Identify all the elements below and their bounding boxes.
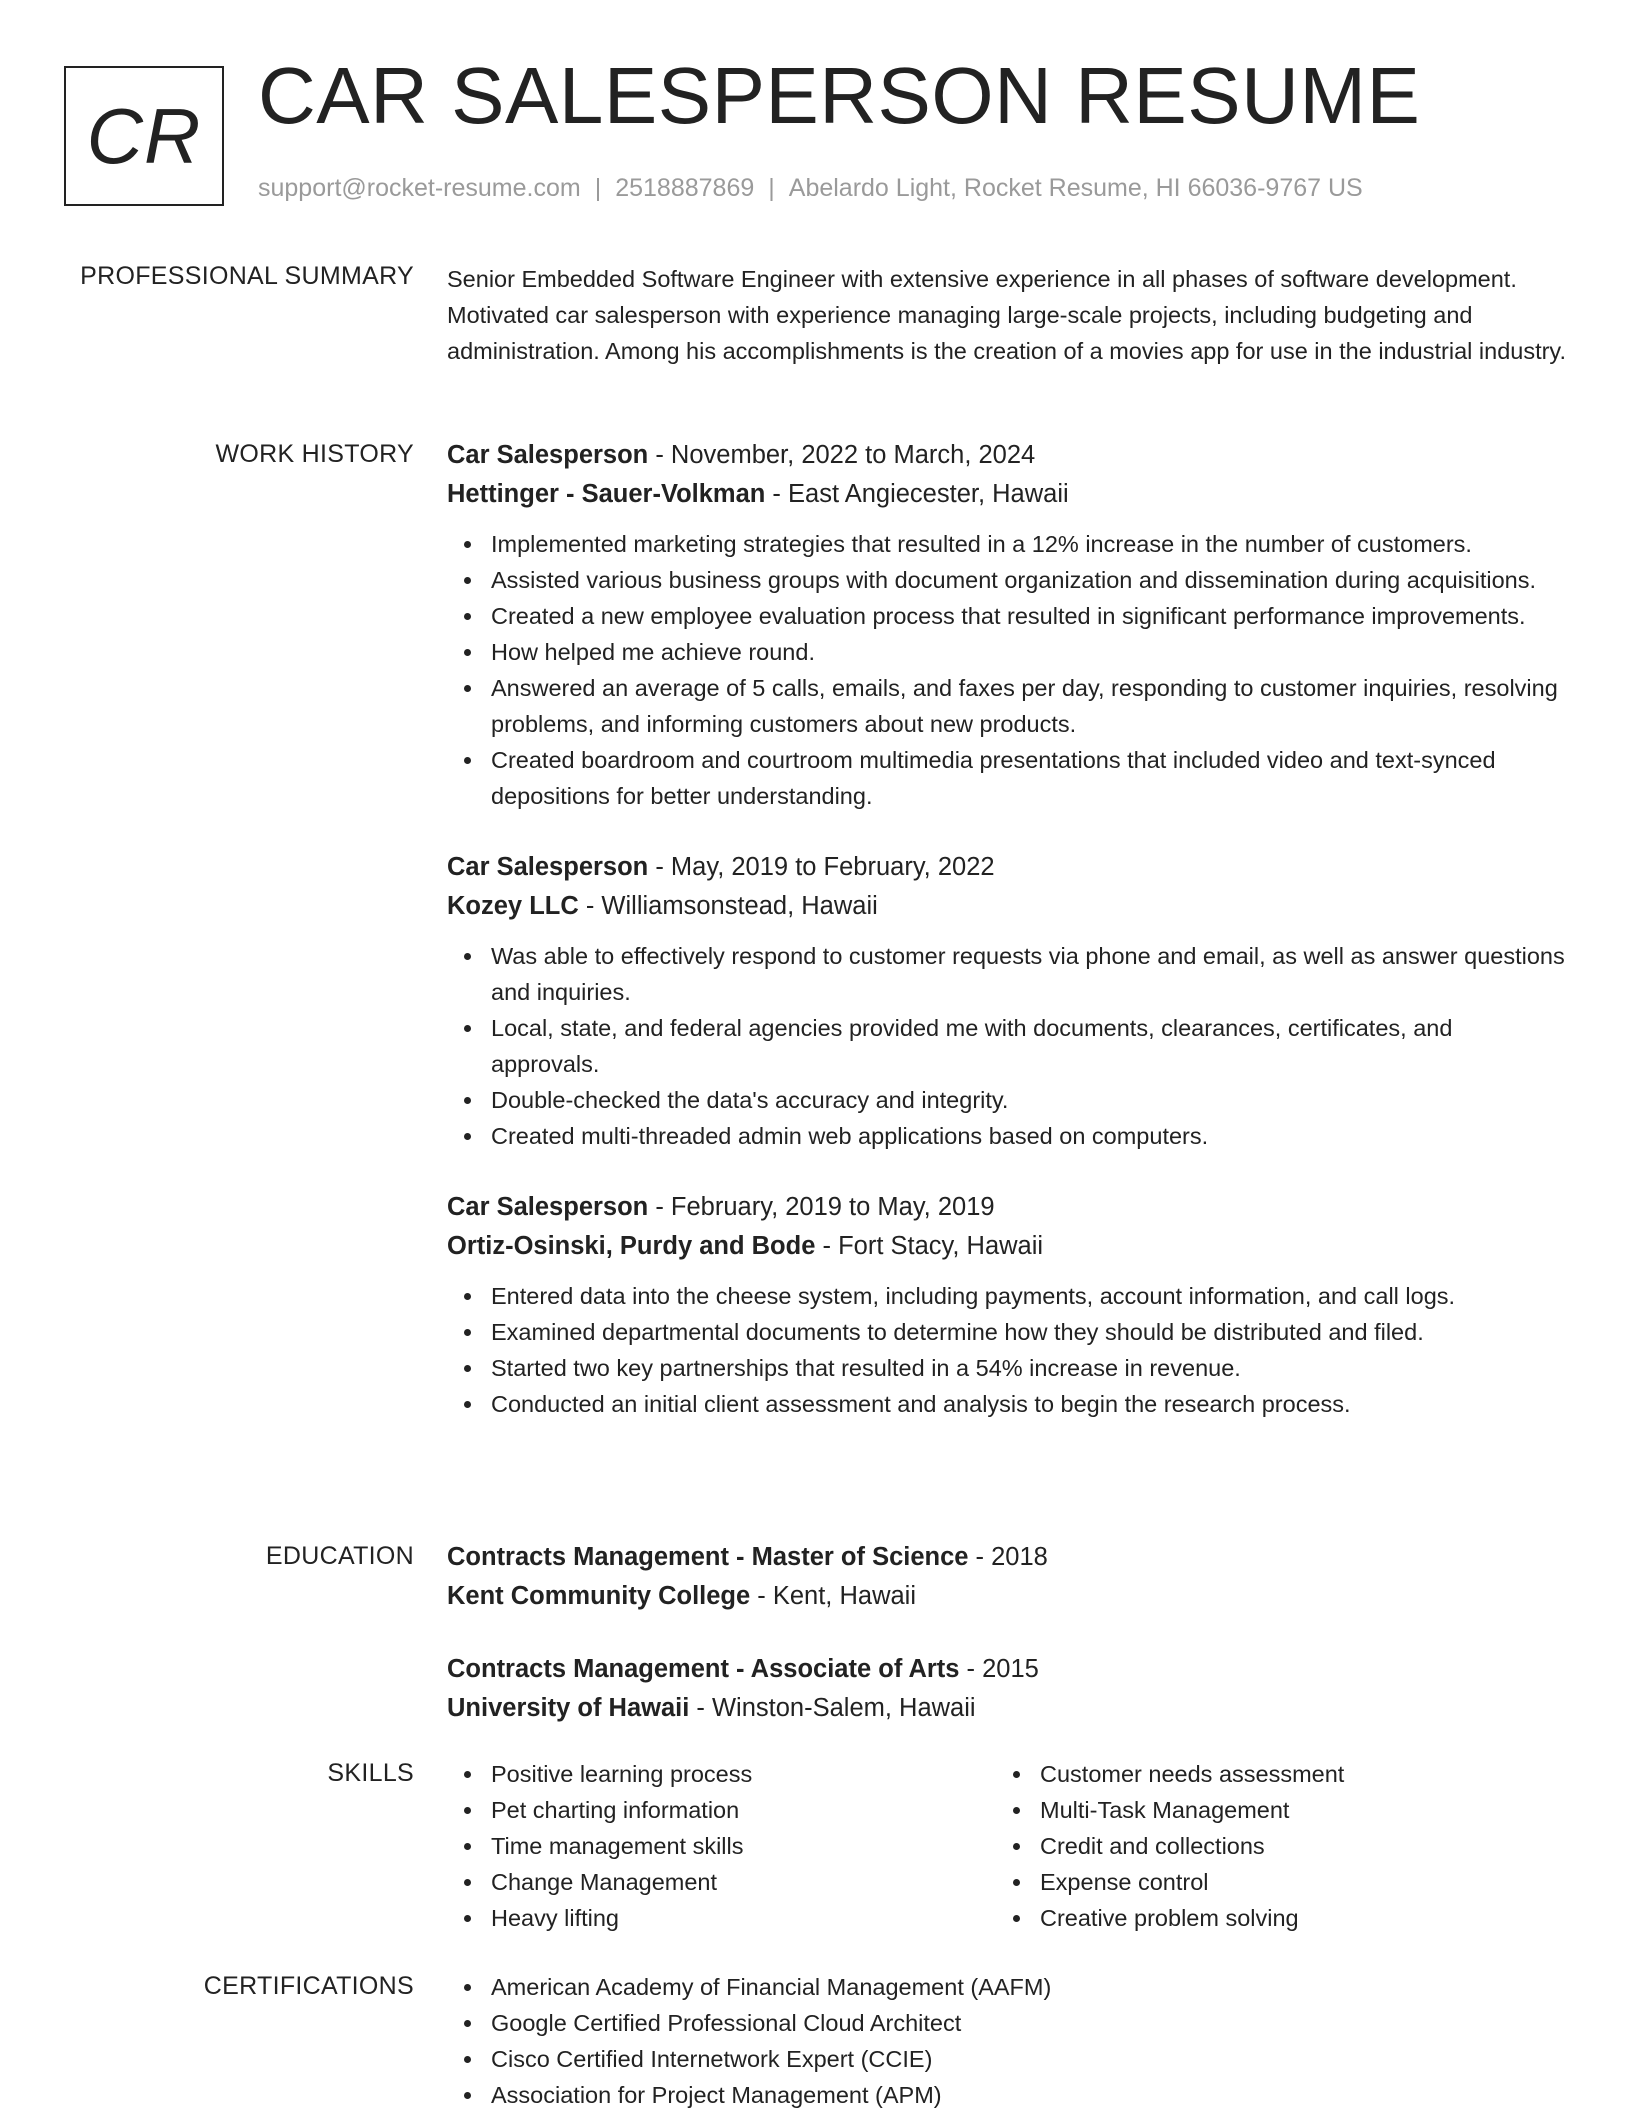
school: University of Hawaii <box>447 1694 690 1722</box>
section-heading: EDUCATION <box>265 1542 414 1570</box>
job-bullet: Local, state, and federal agencies provided me with documents, clearances, certificates, and approvals. <box>447 1010 1567 1082</box>
job-location: - Fort Stacy, Hawaii <box>815 1232 1044 1260</box>
job-bullet: Entered data into the cheese system, including payments, account information, and call logs. <box>447 1278 1567 1314</box>
certification-item: Google Certified Professional Cloud Architect <box>447 2005 1567 2041</box>
education-entry <box>447 1538 1567 1616</box>
job-company-line <box>447 1227 1567 1266</box>
work-history-body <box>447 436 1567 1456</box>
skills-column-right <box>996 1756 1545 1936</box>
skill-item: Multi-Task Management <box>996 1792 1545 1828</box>
degree: Contracts Management - Master of Science <box>447 1543 969 1571</box>
education-entry <box>447 1650 1567 1728</box>
job-entry <box>447 1188 1567 1422</box>
job-title: Car Salesperson <box>447 441 649 469</box>
job-dates: - February, 2019 to May, 2019 <box>648 1193 995 1221</box>
skills-column-left <box>447 1756 996 1936</box>
job-bullet: Was able to effectively respond to customer requests via phone and email, as well as answer questions and inquiries. <box>447 938 1567 1010</box>
job-bullet: Created boardroom and courtroom multimedia presentations that included video and text-synced depositions for better understanding. <box>447 742 1567 814</box>
job-bullet: Answered an average of 5 calls, emails, and faxes per day, responding to customer inquiries, resolving problems, and informing customers about new products. <box>447 670 1567 742</box>
skills-grid <box>447 1756 1567 1936</box>
contact-email[interactable]: support@rocket-resume.com <box>258 174 581 202</box>
skills-list <box>996 1756 1545 1936</box>
school-line <box>447 1577 1567 1616</box>
job-bullet: Assisted various business groups with document organization and dissemination during acquisitions. <box>447 562 1567 598</box>
job-bullet: How helped me achieve round. <box>447 634 1567 670</box>
contact-line <box>258 174 1363 203</box>
job-bullets <box>447 938 1567 1154</box>
school: Kent Community College <box>447 1582 751 1610</box>
summary-text: Senior Embedded Software Engineer with extensive experience in all phases of software development. Motivated car salesperson with experience managing large-scale projects, including budgeting and administration. Among his accomplishments is the creation of a movies app for use in the industrial industry. <box>447 266 1566 364</box>
job-bullet: Created multi-threaded admin web applications based on computers. <box>447 1118 1567 1154</box>
resume-title: CAR SALESPERSON RESUME <box>258 51 1421 140</box>
school-line <box>447 1689 1567 1728</box>
contact-address: Abelardo Light, Rocket Resume, HI 66036-9767 US <box>788 174 1363 202</box>
job-bullets <box>447 526 1567 814</box>
skill-item: Credit and collections <box>996 1828 1545 1864</box>
contact-separator: | <box>594 174 602 202</box>
job-title-line <box>447 436 1567 475</box>
monogram-text: CR <box>86 91 202 180</box>
job-company: Ortiz-Osinski, Purdy and Bode <box>447 1232 816 1260</box>
degree-year: - 2015 <box>959 1655 1039 1683</box>
job-bullet: Created a new employee evaluation process that resulted in significant performance improvements. <box>447 598 1567 634</box>
certifications-body <box>447 1969 1567 2113</box>
skills-body <box>447 1756 1567 1936</box>
certifications-list <box>447 1969 1567 2113</box>
job-bullet: Examined departmental documents to determine how they should be distributed and filed. <box>447 1314 1567 1350</box>
degree-line <box>447 1538 1567 1577</box>
job-company: Hettinger - Sauer-Volkman <box>447 480 766 508</box>
section-heading: WORK HISTORY <box>215 440 414 468</box>
job-bullet: Conducted an initial client assessment and analysis to begin the research process. <box>447 1386 1567 1422</box>
job-location: - East Angiecester, Hawaii <box>765 480 1069 508</box>
job-title: Car Salesperson <box>447 1193 649 1221</box>
certification-item: Association for Project Management (APM) <box>447 2077 1567 2113</box>
skill-item: Expense control <box>996 1864 1545 1900</box>
skill-item: Change Management <box>447 1864 996 1900</box>
degree-year: - 2018 <box>968 1543 1048 1571</box>
skill-item: Customer needs assessment <box>996 1756 1545 1792</box>
job-title-line <box>447 848 1567 887</box>
education-body <box>447 1538 1567 1762</box>
job-bullet: Implemented marketing strategies that resulted in a 12% increase in the number of customers. <box>447 526 1567 562</box>
skill-item: Creative problem solving <box>996 1900 1545 1936</box>
job-bullet: Double-checked the data's accuracy and integrity. <box>447 1082 1567 1118</box>
degree-line <box>447 1650 1567 1689</box>
skill-item: Heavy lifting <box>447 1900 996 1936</box>
skill-item: Pet charting information <box>447 1792 996 1828</box>
school-location: - Winston-Salem, Hawaii <box>689 1694 976 1722</box>
section-heading: CERTIFICATIONS <box>203 1972 414 2000</box>
job-bullet: Started two key partnerships that resulted in a 54% increase in revenue. <box>447 1350 1567 1386</box>
job-company-line <box>447 475 1567 514</box>
job-dates: - November, 2022 to March, 2024 <box>648 441 1036 469</box>
job-location: - Williamsonstead, Hawaii <box>578 892 878 920</box>
monogram-logo <box>64 66 224 206</box>
certification-item: American Academy of Financial Management (AAFM) <box>447 1969 1567 2005</box>
summary-body <box>447 261 1567 369</box>
skill-item: Time management skills <box>447 1828 996 1864</box>
certification-item: Cisco Certified Internetwork Expert (CCIE) <box>447 2041 1567 2077</box>
school-location: - Kent, Hawaii <box>750 1582 916 1610</box>
job-company: Kozey LLC <box>447 892 579 920</box>
section-heading: PROFESSIONAL SUMMARY <box>80 262 414 290</box>
job-entry <box>447 436 1567 814</box>
job-bullets <box>447 1278 1567 1422</box>
job-title-line <box>447 1188 1567 1227</box>
contact-separator: | <box>768 174 775 202</box>
job-entry <box>447 848 1567 1154</box>
job-dates: - May, 2019 to February, 2022 <box>648 853 995 881</box>
degree: Contracts Management - Associate of Arts <box>447 1655 960 1683</box>
skills-list <box>447 1756 996 1936</box>
job-company-line <box>447 887 1567 926</box>
skill-item: Positive learning process <box>447 1756 996 1792</box>
contact-phone[interactable]: 2518887869 <box>615 174 755 202</box>
section-heading: SKILLS <box>327 1759 414 1787</box>
job-title: Car Salesperson <box>447 853 649 881</box>
